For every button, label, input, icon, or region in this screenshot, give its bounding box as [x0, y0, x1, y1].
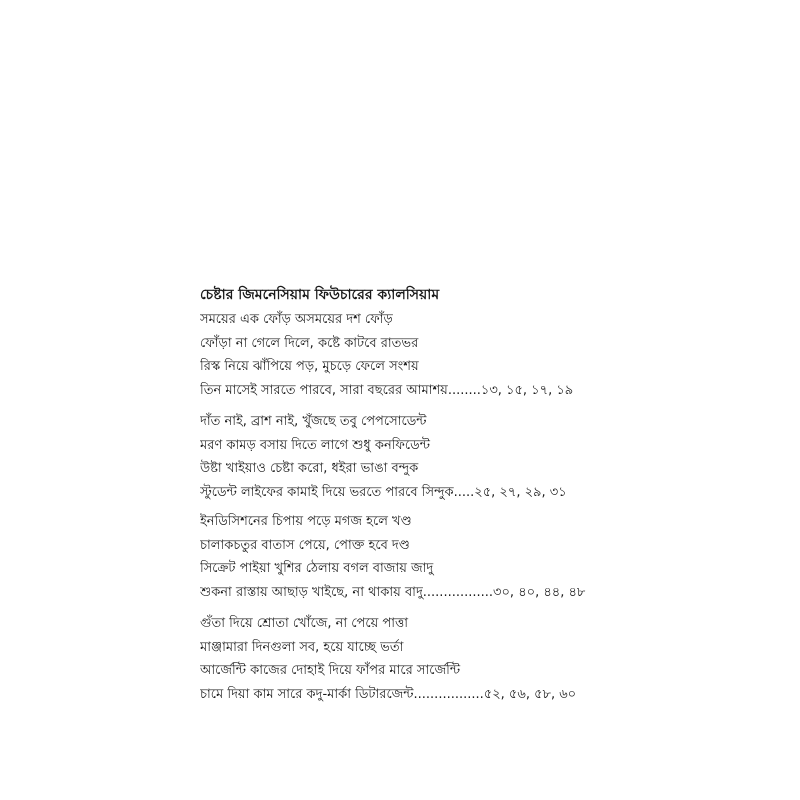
- stanza-line-with-pages: তিন মাসেই সারতে পারবে, সারা বছরের আমাশয়........১৩, ১৫, ১৭, ১৯: [200, 382, 574, 398]
- stanza-line: ফোঁড়া না গেলে দিলে, কষ্টে কাটবে রাতভর: [200, 335, 419, 351]
- stanza-line-with-pages: শুকনা রাস্তায় আছাড় খাইছে, না থাকায় বাদু.................৩০, ৪০, ৪৪, ৪৮: [200, 584, 586, 600]
- stanza-3: [200, 510, 600, 604]
- stanza-line: আর্জেন্টি কাজের দোহাই দিয়ে ফাঁপর মারে সার্জেন্টি: [200, 663, 461, 678]
- stanza-line: ইনডিসিশনের চিপায় পড়ে মগজ হলে খণ্ড: [200, 514, 412, 529]
- stanza-line: চালাকচতুর বাতাস পেয়ে, পোক্ত হবে দণ্ড: [200, 537, 410, 553]
- stanza-4: [200, 612, 600, 706]
- stanza-line: সময়ের এক ফোঁড় অসময়ের দশ ফোঁড়: [200, 312, 393, 327]
- stanza-line: রিস্ক নিয়ে ঝাঁপিয়ে পড়, মুচড়ে ফেলে সংশয়: [200, 359, 419, 374]
- stanza-line: মাঞ্জামারা দিনগুলা সব, হয়ে যাচ্ছে ভর্তা: [200, 639, 404, 655]
- stanza-line-with-pages: চামে দিয়া কাম সারে কদু-মার্কা ডিটারজেন্ট.................৫২, ৫৬, ৫৮, ৬০: [200, 686, 577, 702]
- stanza-1: [200, 308, 600, 402]
- stanza-line: দাঁত নাই, ব্রাশ নাই, খুঁজছে তবু পেপসোডেন্ট: [200, 414, 427, 429]
- stanza-line: মরণ কামড় বসায় দিতে লাগে শুধু কনফিডেন্ট: [200, 437, 430, 453]
- stanza-2: [200, 410, 600, 504]
- stanza-line: গুঁতা দিয়ে শ্রোতা খোঁজে, না পেয়ে পাত্তা: [200, 616, 409, 631]
- stanza-line: সিক্রেট পাইয়া খুশির ঠেলায় বগল বাজায় জাদু: [200, 561, 434, 576]
- poem-title: চেষ্টার জিমনেসিয়াম ফিউচারের ক্যালসিয়াম: [200, 287, 440, 303]
- stanza-line: উষ্টা খাইয়াও চেষ্টা করো, ধইরা ভাঙা বন্দুক: [200, 461, 419, 476]
- stanza-line-with-pages: স্টুডেন্ট লাইফের কামাই দিয়ে ভরতে পারবে সিন্দুক.....২৫, ২৭, ২৯, ৩১: [200, 484, 567, 500]
